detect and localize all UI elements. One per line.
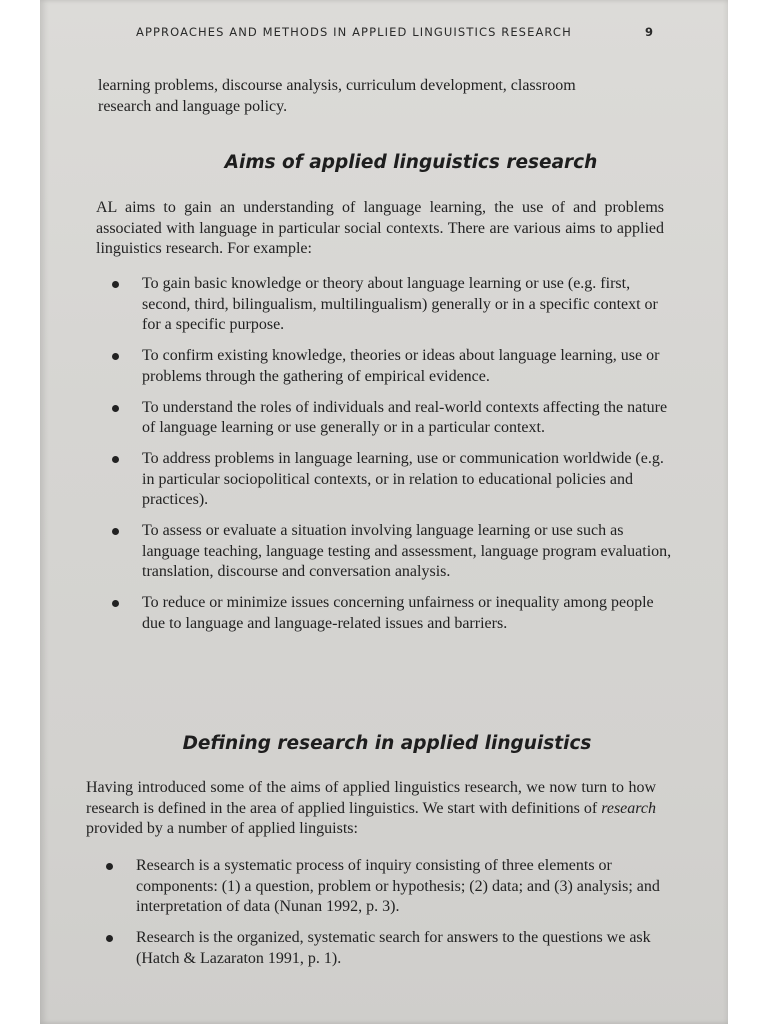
- bullet-icon: [112, 353, 119, 360]
- list-item: [112, 274, 672, 336]
- intro-paragraph: [98, 76, 663, 117]
- list-item: [106, 928, 666, 969]
- section-heading-defining: Defining research in applied linguistics: [182, 733, 592, 754]
- page-number: 9: [645, 25, 654, 39]
- list-item-text: To reduce or minimize issues concerning unfairness or inequality among people due to language and language-related issues and barriers.: [142, 594, 654, 632]
- intro-line-2: research and language policy.: [98, 97, 288, 115]
- bullet-icon: [112, 456, 119, 463]
- aims-bullet-list: [112, 274, 672, 645]
- bullet-icon: [112, 405, 119, 412]
- section-heading-aims: Aims of applied linguistics research: [224, 152, 598, 173]
- list-item-text: To confirm existing knowledge, theories or ideas about language learning, use or problems through the gathering of empirical evidence.: [142, 347, 660, 385]
- aims-paragraph: AL aims to gain an understanding of language learning, the use of and problems associated with language in particular social contexts. There are various aims to applied linguistics research. For example:: [96, 199, 664, 257]
- list-item: [112, 593, 672, 634]
- bullet-icon: [112, 600, 119, 607]
- list-item-text: To address problems in language learning, use or communication worldwide (e.g. in particular sociopolitical contexts, or in relation to educational policies and practices).: [142, 450, 664, 508]
- intro-line-1: learning problems, discourse analysis, curriculum development, classroom: [98, 77, 576, 94]
- defining-text-end: provided by a number of applied linguists:: [86, 820, 358, 837]
- list-item: [112, 449, 672, 511]
- list-item: [106, 856, 666, 918]
- bullet-icon: [106, 863, 113, 870]
- list-item-text: To assess or evaluate a situation involving language learning or use such as language teaching, language testing and assessment, language program evaluation, translation, discourse and conversation analysis.: [142, 522, 672, 580]
- bullet-icon: [106, 935, 113, 942]
- bullet-icon: [112, 528, 119, 535]
- list-item-text: Research is the organized, systematic search for answers to the questions we ask (Hatch & Lazaraton 1991, p. 1).: [136, 929, 651, 967]
- running-head: APPROACHES AND METHODS IN APPLIED LINGUISTICS RESEARCH: [136, 25, 572, 39]
- book-page: [40, 0, 728, 1024]
- list-item-text: Research is a systematic process of inquiry consisting of three elements or components: (1) a question, problem or hypothesis; (2) data; and (3) analysis; and interpretation of data (Nunan 1992, p. 3).: [136, 857, 660, 915]
- list-item-text: To understand the roles of individuals and real-world contexts affecting the nature of language learning or use generally or in a particular context.: [142, 398, 668, 436]
- defining-text-start: Having introduced some of the aims of applied linguistics research, we now turn to how research is defined in the area of applied linguistics. We start with definitions of: [86, 779, 656, 817]
- defining-paragraph: [86, 778, 656, 840]
- definitions-bullet-list: [106, 856, 666, 980]
- page-header: [40, 25, 728, 43]
- list-item: [112, 521, 672, 583]
- list-item-text: To gain basic knowledge or theory about language learning or use (e.g. first, second, third, bilingualism, multilingualism) generally or in a specific context or for a specific purpose.: [142, 275, 658, 333]
- defining-emphasis: research: [601, 799, 657, 817]
- bullet-icon: [112, 281, 119, 288]
- list-item: [112, 398, 672, 439]
- list-item: [112, 346, 672, 387]
